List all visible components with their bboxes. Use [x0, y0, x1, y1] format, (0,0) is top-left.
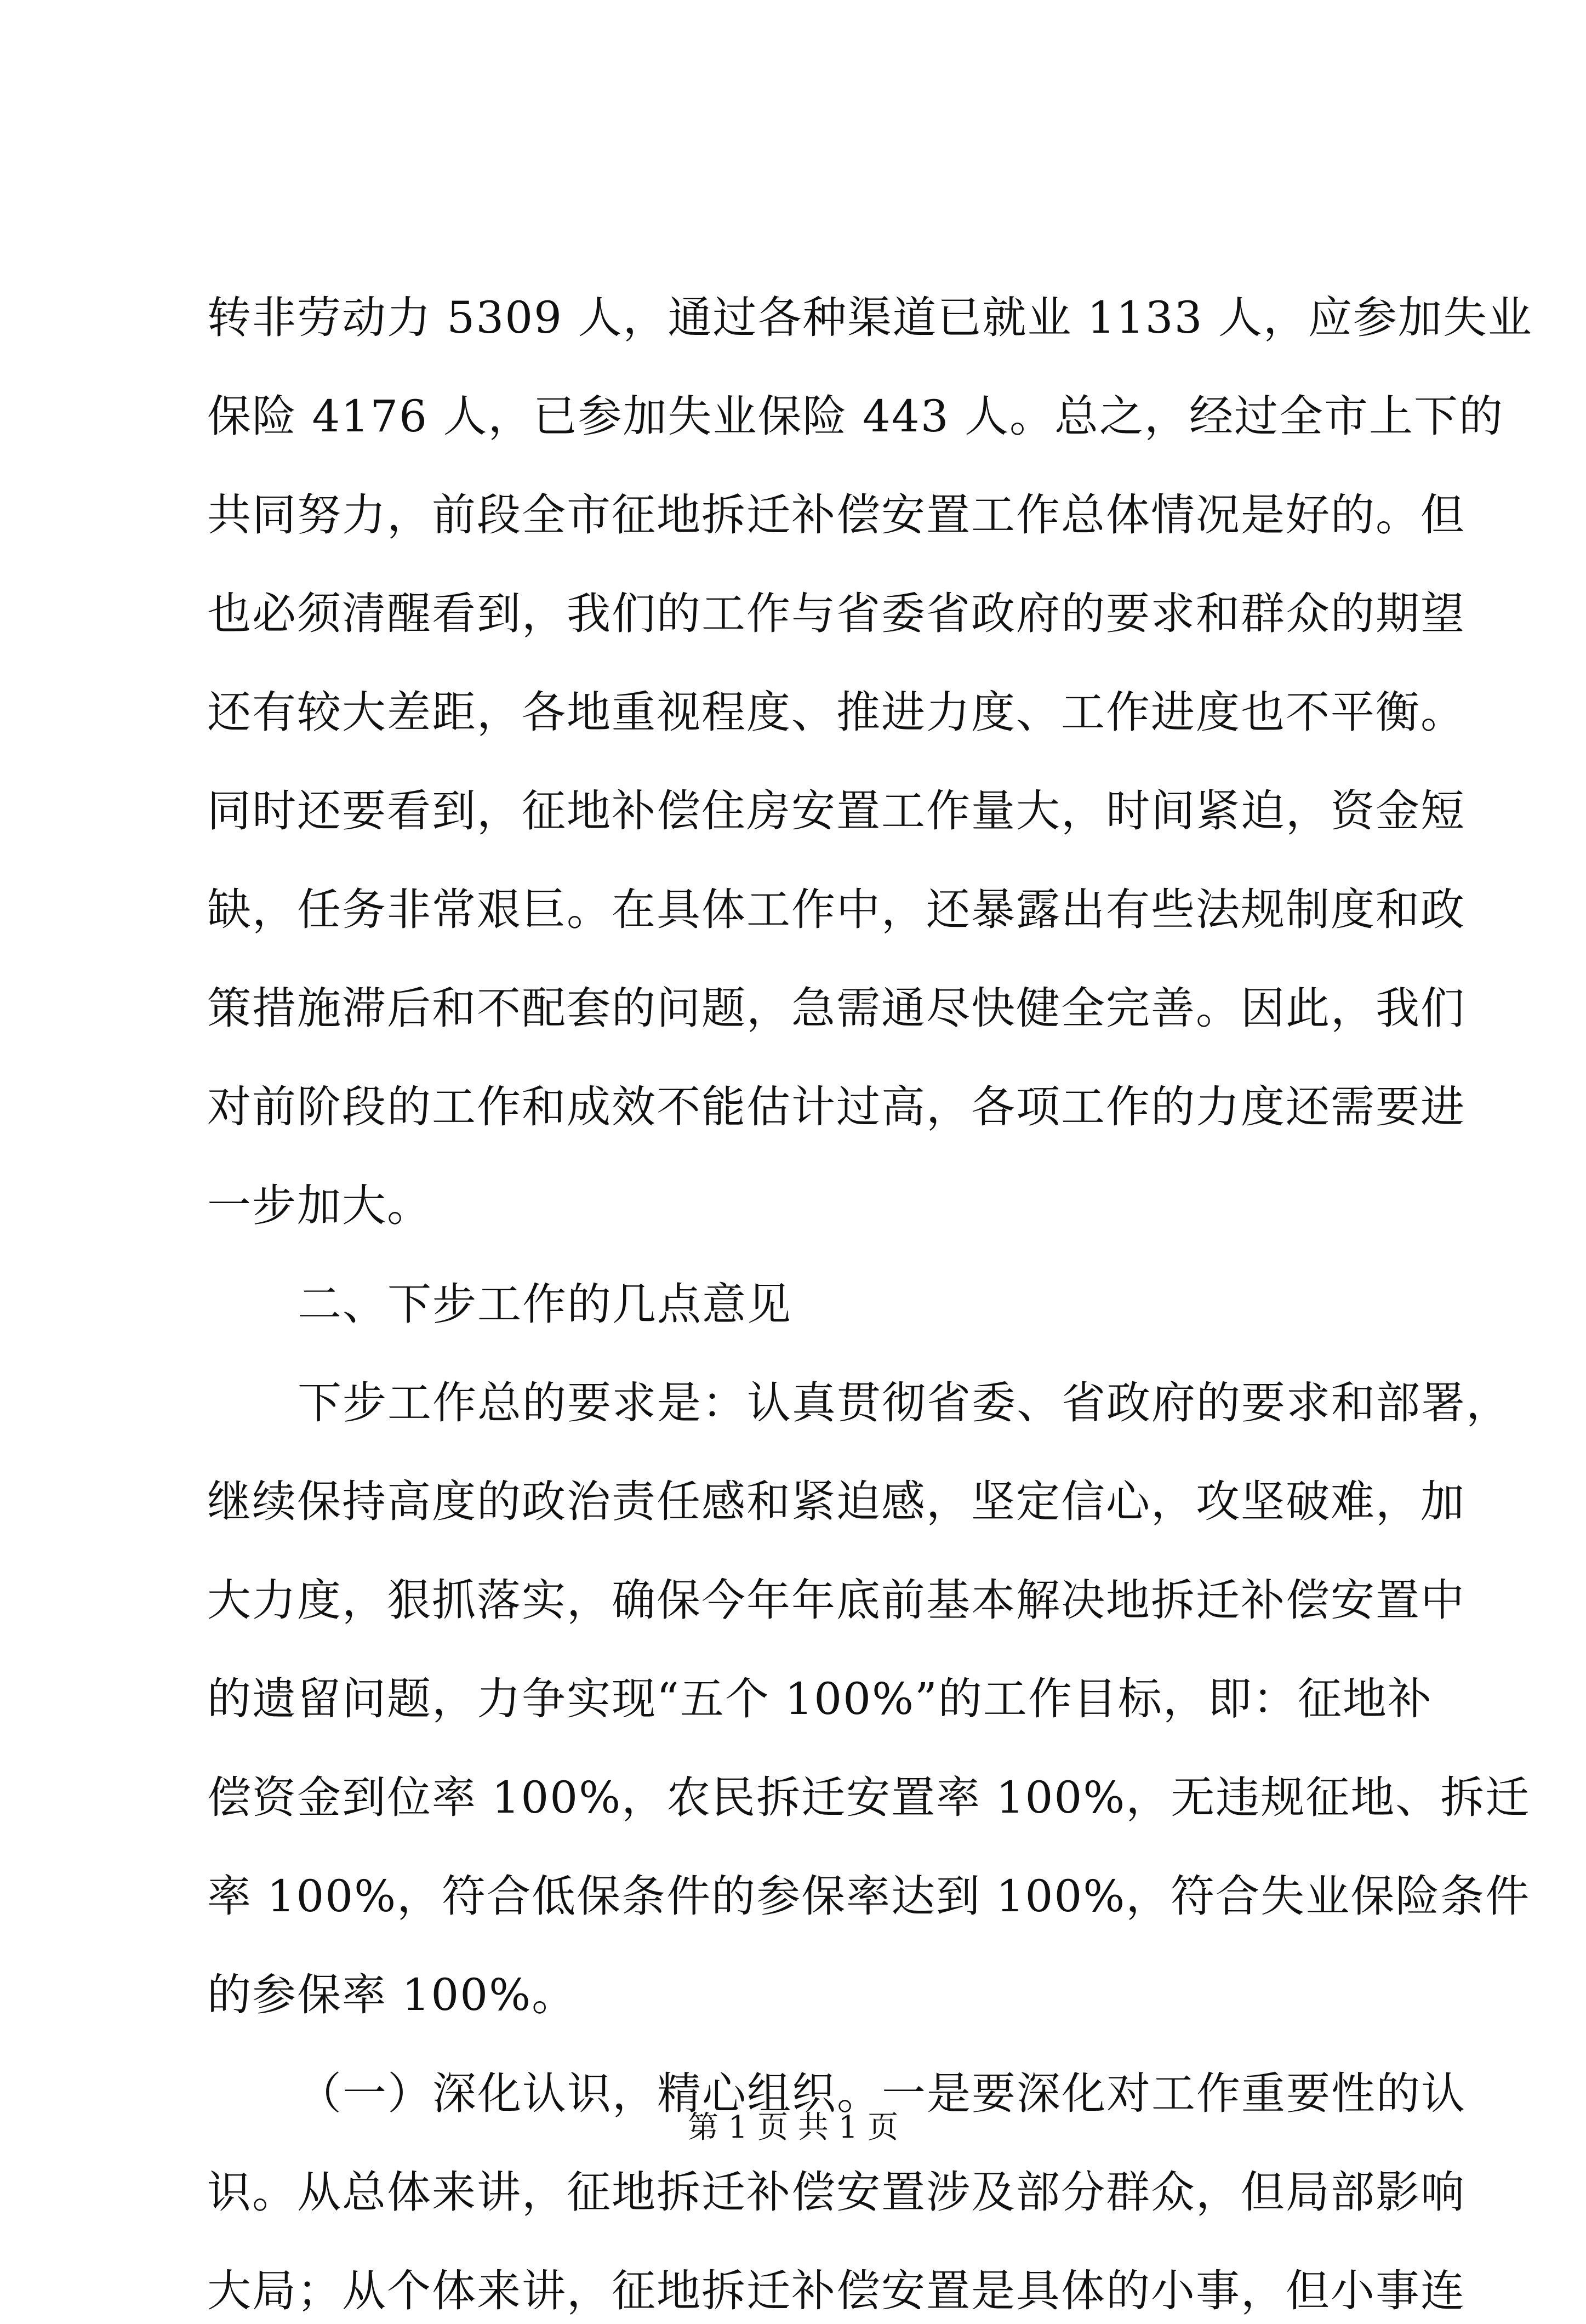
section-heading: 二、下步工作的几点意见: [298, 1279, 792, 1330]
text-line: 也必须清醒看到，我们的工作与省委省政府的要求和群众的期望: [207, 588, 1465, 639]
text-line: 同时还要看到，征地补偿住房安置工作量大，时间紧迫，资金短: [207, 785, 1465, 836]
text-line: 偿资金到位率 100%，农民拆迁安置率 100%，无违规征地、拆迁: [207, 1772, 1531, 1823]
text-line: 大力度，狠抓落实，确保今年年底前基本解决地拆迁补偿安置中: [207, 1575, 1465, 1626]
text-line: 率 100%，符合低保条件的参保率达到 100%，符合失业保险条件: [207, 1871, 1531, 1922]
text-line: 缺，任务非常艰巨。在具体工作中，还暴露出有些法规制度和政: [207, 884, 1465, 935]
text-line: 的参保率 100%。: [207, 1969, 577, 2020]
text-line: 保险 4176 人，已参加失业保险 443 人。总之，经过全市上下的: [207, 391, 1504, 442]
text-line: 识。从总体来讲，征地拆迁补偿安置涉及部分群众，但局部影响: [207, 2167, 1465, 2218]
text-line: 一步加大。: [207, 1180, 432, 1231]
text-line: 转非劳动力 5309 人，通过各种渠道已就业 1133 人，应参加失业: [207, 292, 1533, 343]
text-line: 的遗留问题，力争实现“五个 100%”的工作目标，即：征地补: [207, 1673, 1433, 1724]
text-line: 还有较大差距，各地重视程度、推进力度、工作进度也不平衡。: [207, 687, 1465, 738]
text-line: 大局；从个体来讲，征地拆迁补偿安置是具体的小事，但小事连: [207, 2265, 1465, 2316]
text-line: 继续保持高度的政治责任感和紧迫感，坚定信心，攻坚破难，加: [207, 1476, 1465, 1527]
page-footer: 第 1 页 共 1 页: [687, 2110, 899, 2145]
text-line: 下步工作总的要求是：认真贯彻省委、省政府的要求和部署，: [298, 1377, 1511, 1428]
subsection-heading: （一）深化认识，精心组织。一是要深化对工作重要性的认: [298, 2068, 1466, 2119]
text-line: 对前阶段的工作和成效不能估计过高，各项工作的力度还需要进: [207, 1081, 1465, 1132]
text-line: 策措施滞后和不配套的问题，急需通尽快健全完善。因此，我们: [207, 983, 1465, 1034]
text-line: 共同努力，前段全市征地拆迁补偿安置工作总体情况是好的。但: [207, 489, 1465, 540]
